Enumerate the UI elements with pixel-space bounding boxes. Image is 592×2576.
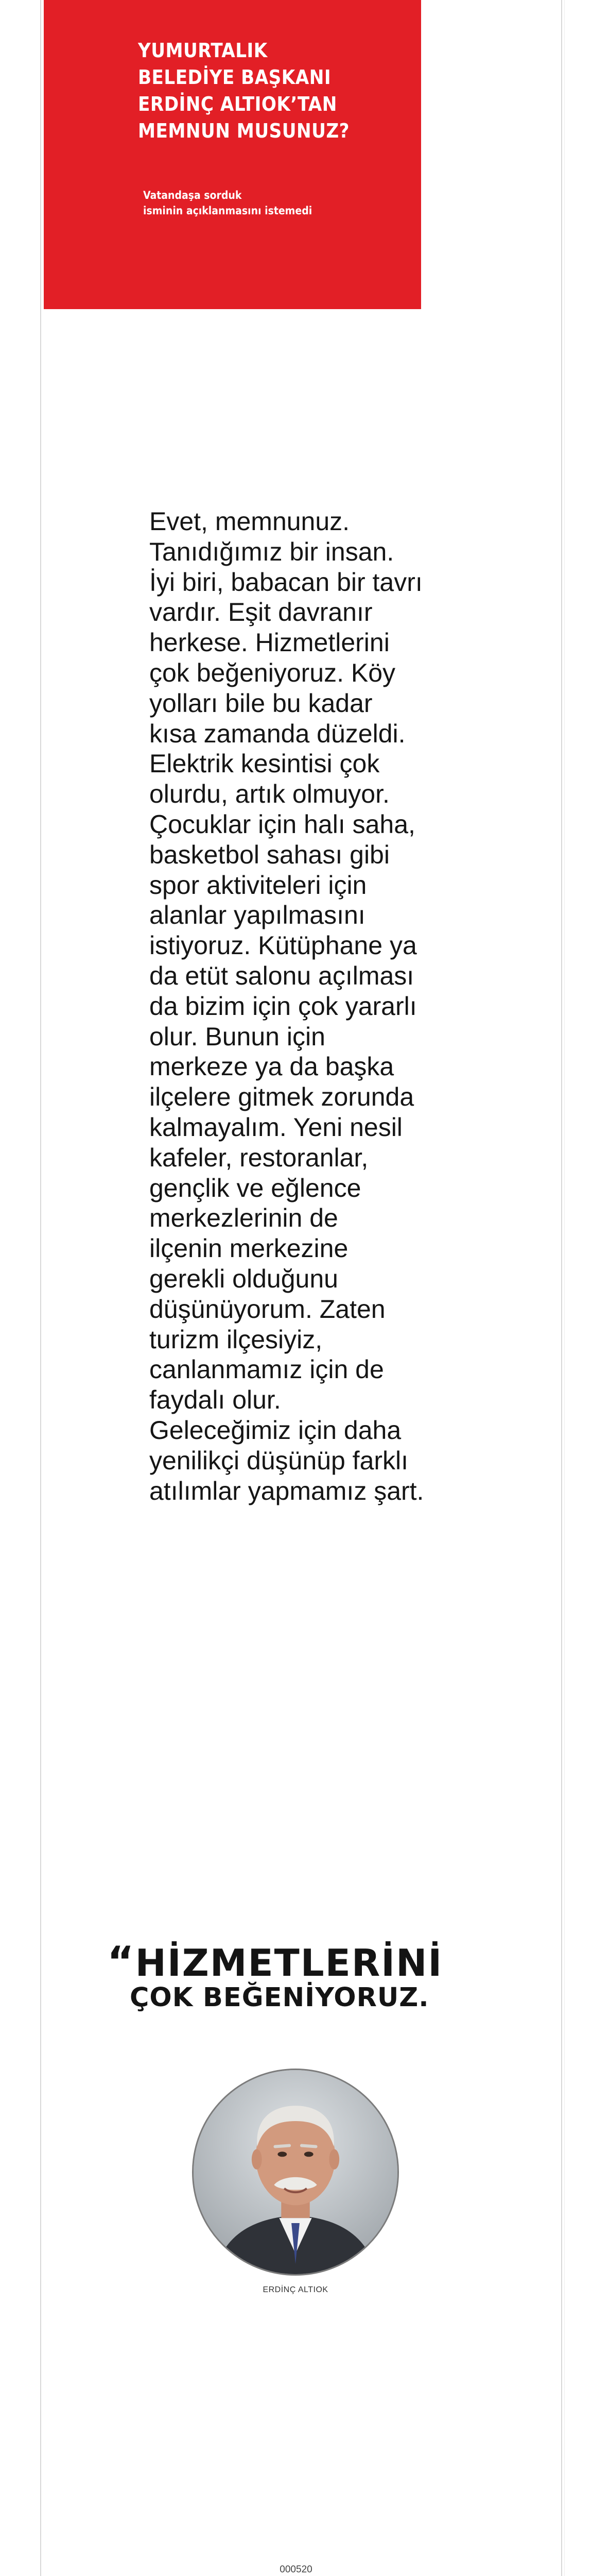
article-line: kafeler, restoranlar, — [149, 1143, 369, 1172]
pull-quote-text-1: HİZMETLERİNİ — [135, 1941, 443, 1985]
header-banner — [44, 0, 421, 309]
article-line: ilçenin merkezine — [149, 1234, 349, 1263]
article-line: faydalı olur. — [149, 1385, 281, 1415]
right-column-rule-thin — [564, 0, 565, 2576]
article-line: İyi biri, babacan bir tavrı — [149, 567, 423, 597]
article-line: çok beğeniyoruz. Köy — [149, 658, 396, 687]
article-line: kısa zamanda düzeldi. — [149, 719, 406, 748]
article-line: istiyoruz. Kütüphane ya — [149, 931, 417, 960]
article-line: Çocuklar için halı saha, — [149, 809, 415, 839]
right-column-rule — [561, 0, 562, 2576]
pull-quote-line-2: ÇOK BEĞENİYORUZ. — [130, 1982, 429, 2013]
article-line: Elektrik kesintisi çok — [149, 749, 380, 778]
article-line: olur. Bunun için — [149, 1022, 325, 1051]
article-line: yolları bile bu kadar — [149, 688, 373, 718]
article-line: Geleceğimiz için daha — [149, 1415, 402, 1445]
article-line: alanlar yapılmasını — [149, 901, 365, 930]
headline-line: YUMURTALIK — [138, 39, 268, 62]
article-line: ilçelere gitmek zorunda — [149, 1082, 414, 1112]
pull-quote-line-1 — [107, 1938, 550, 1986]
article-line: gençlik ve eğlence — [149, 1173, 361, 1202]
article-line: Evet, memnunuz. — [149, 507, 350, 536]
pull-quote — [107, 1938, 550, 2013]
article-line: basketbol sahası gibi — [149, 840, 390, 869]
portrait-illustration — [194, 2070, 397, 2274]
article-line: turizm ilçesiyiz, — [149, 1325, 323, 1354]
subheadline — [138, 188, 421, 218]
article-line: merkeze ya da başka — [149, 1052, 394, 1081]
footer-code: 000520 — [280, 2564, 312, 2575]
article-line: yenilikçi düşünüp farklı — [149, 1446, 409, 1475]
article-line: canlanmamız için de — [149, 1355, 384, 1384]
article-line: gerekli olduğunu — [149, 1264, 338, 1293]
article-line: kalmayalım. Yeni nesil — [149, 1112, 403, 1142]
page-footer — [232, 2563, 360, 2576]
subheadline-line: Vatandaşa sorduk — [143, 189, 242, 201]
article-body — [149, 506, 489, 1506]
subheadline-line: isminin açıklanmasını istemedi — [143, 205, 312, 217]
article-line: merkezlerinin de — [149, 1204, 338, 1233]
article-line: spor aktiviteleri için — [149, 870, 367, 900]
article-line: da bizim için çok yararlı — [149, 991, 417, 1021]
headline-line: ERDİNÇ ALTIOK’TAN — [138, 93, 337, 115]
article-line: düşünüyorum. Zaten — [149, 1294, 386, 1324]
headline — [138, 37, 421, 144]
left-column-rule — [40, 0, 41, 2576]
article-line: vardır. Eşit davranır — [149, 598, 373, 627]
open-quote-mark: “ — [107, 1938, 135, 1986]
portrait-caption: ERDİNÇ ALTIOK — [263, 2285, 328, 2294]
headline-line: MEMNUN MUSUNUZ? — [138, 120, 350, 142]
headline-line: BELEDİYE BAŞKANI — [138, 66, 332, 89]
article-line: da etüt salonu açılması — [149, 961, 414, 990]
portrait-photo — [192, 2069, 399, 2276]
article-line: olurdu, artık olmuyor. — [149, 779, 390, 809]
article-line: herkese. Hizmetlerini — [149, 628, 390, 657]
article-line: atılımlar yapmamız şart. — [149, 1476, 424, 1505]
article-line: Tanıdığımız bir insan. — [149, 537, 394, 566]
